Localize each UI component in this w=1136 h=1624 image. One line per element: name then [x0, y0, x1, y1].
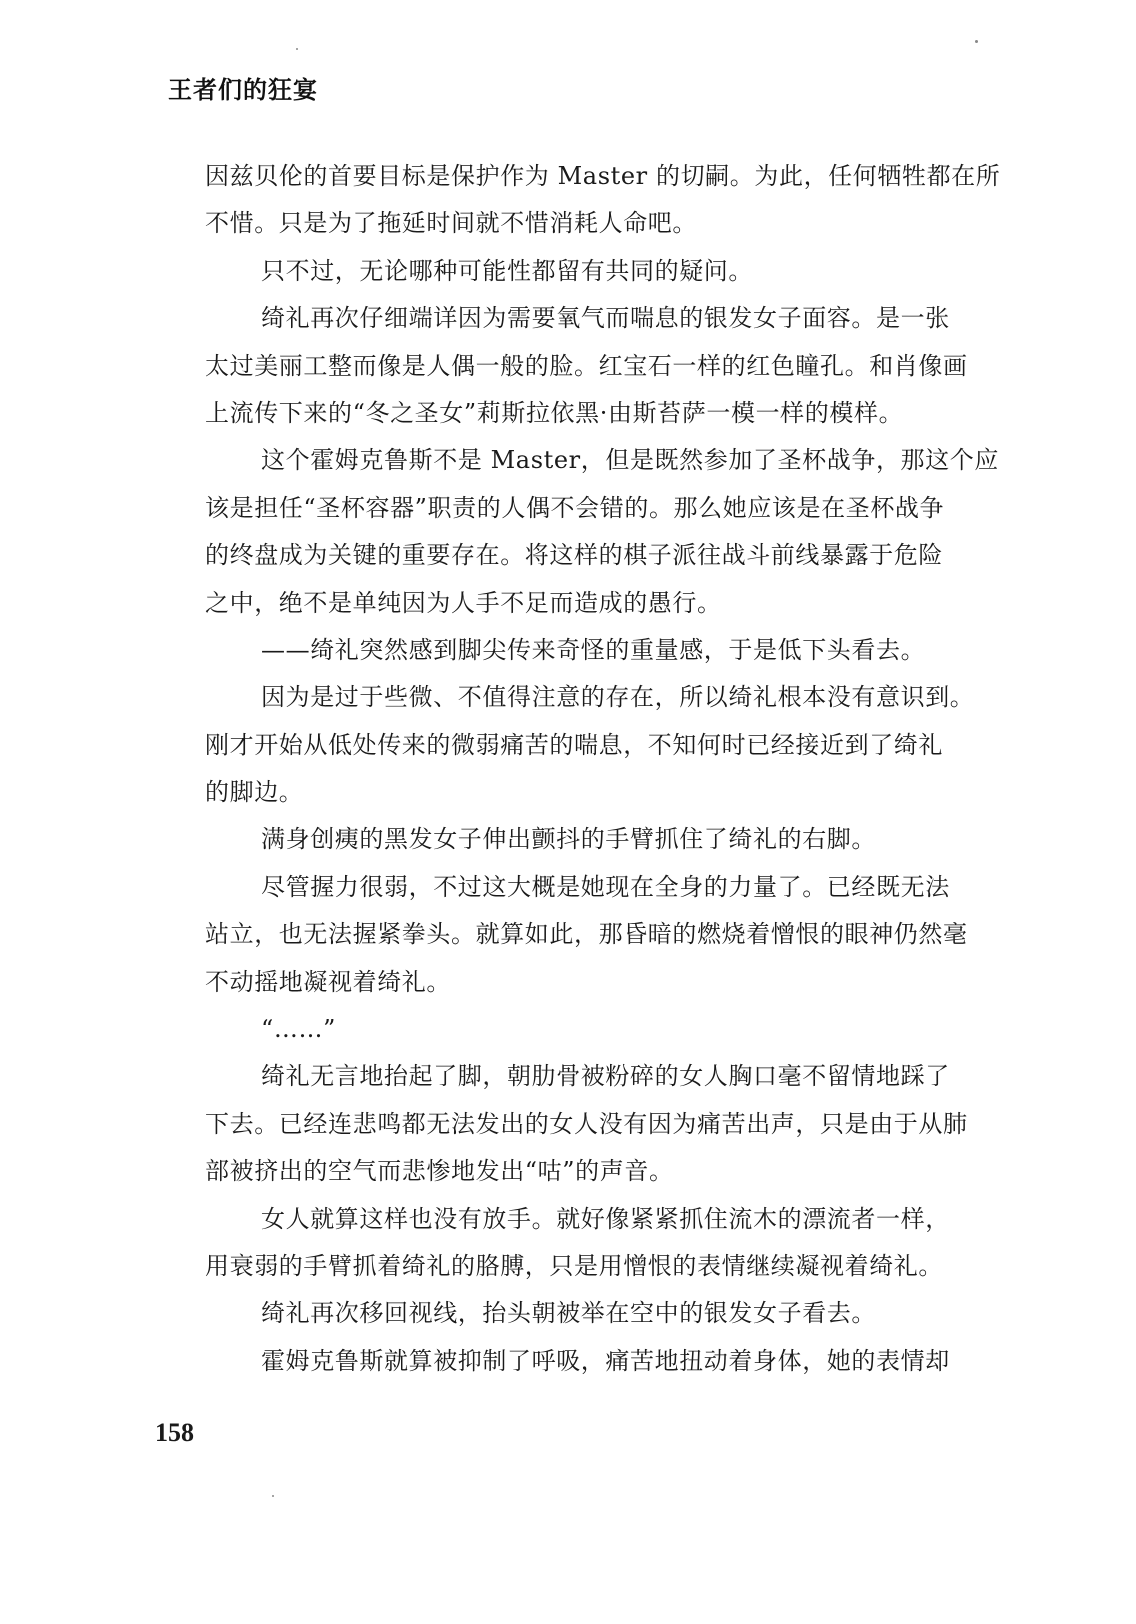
text-line: 的终盘成为关键的重要存在。将这样的棋子派往战斗前线暴露于危险 — [205, 541, 943, 570]
text-line: 的脚边。 — [205, 778, 304, 807]
text-line: 太过美丽工整而像是人偶一般的脸。红宝石一样的红色瞳孔。和肖像画 — [205, 351, 968, 380]
text-line: 站立，也无法握紧拳头。就算如此，那昏暗的燃烧着憎恨的眼神仍然毫 — [205, 920, 968, 949]
text-line: ——绮礼突然感到脚尖传来奇怪的重量感，于是低下头看去。 — [261, 635, 926, 664]
text-line: 不动摇地凝视着绮礼。 — [205, 967, 451, 996]
page-number: 158 — [155, 1418, 194, 1447]
text-line: 下去。已经连悲鸣都无法发出的女人没有因为痛苦出声，只是由于从肺 — [205, 1109, 968, 1138]
text-line: 绮礼再次移回视线，抬头朝被举在空中的银发女子看去。 — [261, 1299, 876, 1328]
text-line: 用衰弱的手臂抓着绮礼的胳膊，只是用憎恨的表情继续凝视着绮礼。 — [205, 1251, 943, 1280]
text-line: 之中，绝不是单纯因为人手不足而造成的愚行。 — [205, 588, 722, 617]
text-line: 绮礼再次仔细端详因为需要氧气而喘息的银发女子面容。是一张 — [261, 304, 950, 333]
scan-speck — [272, 1495, 274, 1497]
text-line: 因为是过于些微、不值得注意的存在，所以绮礼根本没有意识到。 — [261, 683, 975, 712]
text-line: 霍姆克鲁斯就算被抑制了呼吸，痛苦地扭动着身体，她的表情却 — [261, 1346, 950, 1375]
text-line: 满身创痍的黑发女子伸出颤抖的手臂抓住了绮礼的右脚。 — [261, 825, 876, 854]
text-line: 因兹贝伦的首要目标是保护作为 Master 的切嗣。为此，任何牺牲都在所 — [205, 162, 1001, 190]
text-line: 部被挤出的空气而悲惨地发出“咕”的声音。 — [205, 1157, 674, 1186]
body-text — [205, 153, 1001, 1385]
text-line: 该是担任“圣杯容器”职责的人偶不会错的。那么她应该是在圣杯战争 — [205, 493, 945, 522]
text-line: 绮礼无言地抬起了脚，朝肋骨被粉碎的女人胸口毫不留情地踩了 — [261, 1062, 950, 1091]
text-line: 只不过，无论哪种可能性都留有共同的疑问。 — [261, 256, 753, 285]
scan-speck — [975, 40, 978, 43]
text-line: 不惜。只是为了拖延时间就不惜消耗人命吧。 — [205, 209, 697, 238]
text-line: 女人就算这样也没有放手。就好像紧紧抓住流木的漂流者一样， — [261, 1204, 950, 1233]
text-line: 上流传下来的“冬之圣女”莉斯拉依黑·由斯苔萨一模一样的模样。 — [205, 398, 904, 427]
text-line: 尽管握力很弱，不过这大概是她现在全身的力量了。已经既无法 — [261, 872, 950, 901]
text-line: 这个霍姆克鲁斯不是 Master，但是既然参加了圣杯战争，那这个应 — [261, 446, 999, 475]
text-line: 刚才开始从低处传来的微弱痛苦的喘息，不知何时已经接近到了绮礼 — [205, 730, 943, 759]
running-header: 王者们的狂宴 — [168, 75, 318, 104]
scan-speck — [296, 48, 298, 50]
text-line: “……” — [261, 1015, 336, 1044]
